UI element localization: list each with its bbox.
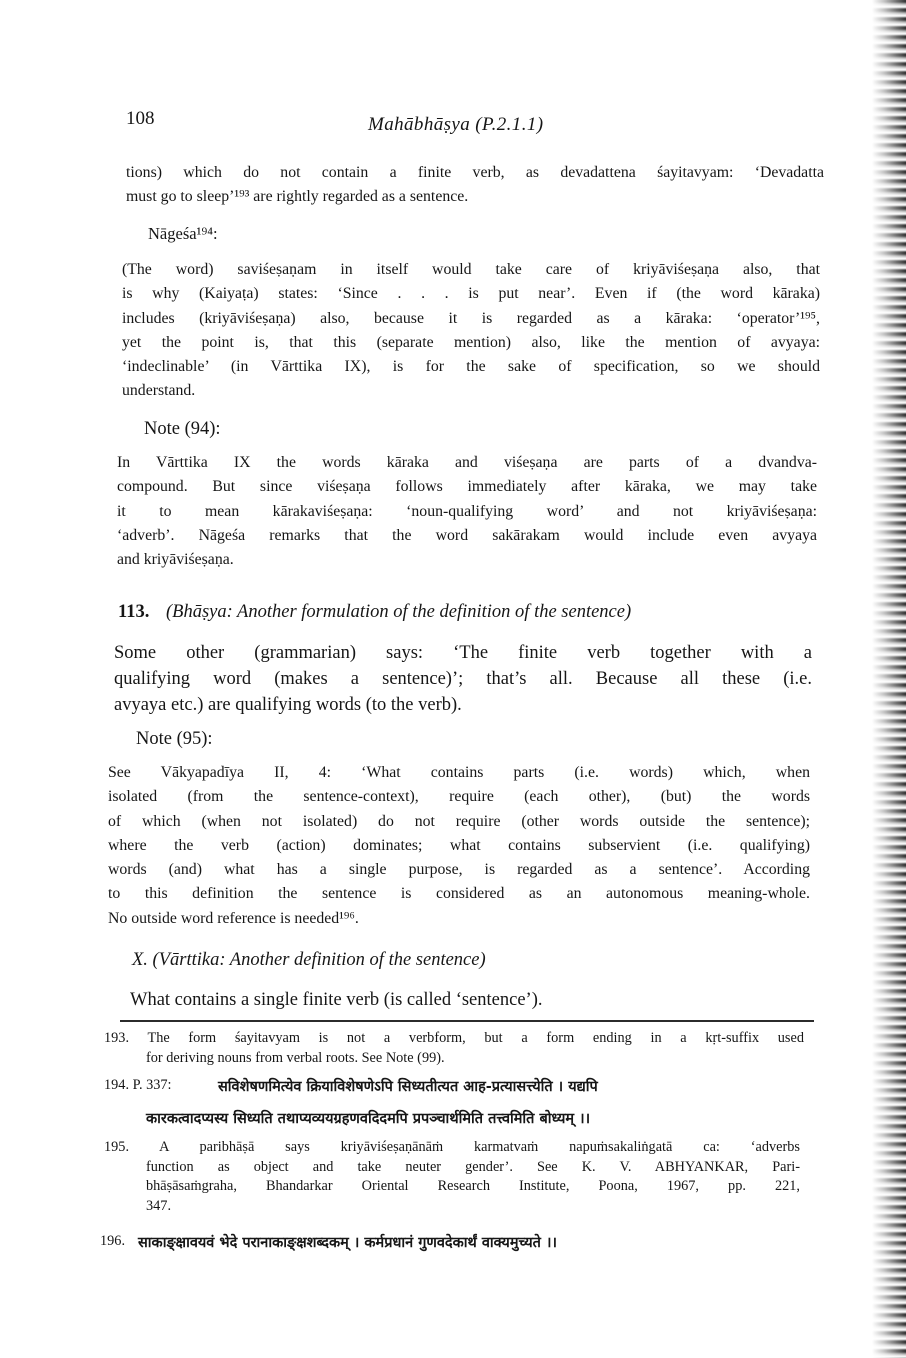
text-line: In Vārttika IX the words kāraka and viśeṣaṇa are parts of a dvandva- (117, 454, 817, 471)
text-line: See Vākyapadīya II, 4: ‘What contains parts (i.e. words) which, when (108, 764, 810, 781)
paragraph-intro (126, 161, 824, 210)
text-line: ‘adverb’. Nāgeśa remarks that the word sakārakam would include even avyaya (117, 526, 817, 544)
text-line: isolated (from the sentence-context), require (each other), (but) the words (108, 788, 810, 806)
footnote-196-label: 196. (100, 1233, 126, 1249)
text-line: includes (kriyāviśeṣaṇa) also, because it is regarded as a kāraka: ‘operator’¹⁹⁵, (122, 309, 820, 327)
text-line: compound. But since viśeṣaṇa follows immediately after kāraka, we may take (117, 478, 817, 496)
page-edge-scan-shadow (872, 0, 906, 1358)
text-line: bhāṣāsaṁgraha, Bhandarkar Oriental Research Institute, Poona, 1967, pp. 221, (146, 1178, 800, 1194)
text-line: No outside word reference is needed¹⁹⁶. (108, 909, 359, 927)
text-line: Some other (grammarian) says: ‘The finite verb together with a (114, 643, 812, 663)
section-title: (Bhāṣya: Another formulation of the definition of the sentence) (165, 602, 632, 622)
text-line: of which (when not isolated) do not require (other words outside the sentence); (108, 812, 810, 830)
text-line: yet the point is, that this (separate mention) also, like the mention of avyaya: (122, 333, 820, 351)
text-line: must go to sleep’¹⁹³ are rightly regarded as a sentence. (126, 188, 469, 206)
section-number: 113. (118, 602, 150, 622)
text-line: (The word) saviśeṣaṇam in itself would take care of kriyāviśeṣaṇa also, that (122, 261, 820, 278)
text-line: where the verb (action) dominates; what contains subservient (i.e. qualifying) (108, 836, 810, 854)
footnote-193 (104, 1029, 804, 1068)
text-line: ‘indeclinable’ (in Vārttika IX), is for the sake of specification, so we should (122, 358, 820, 376)
paragraph-note-94 (117, 451, 817, 572)
footnote-196-sanskrit: साकाङ्क्षावयवं भेदे परानाकाङ्क्षशब्दकम् । कर्मप्रधानं गुणवदेकार्थं वाक्यमुच्यते ।। (138, 1235, 557, 1251)
text-line: for deriving nouns from verbal roots. See Note (99). (146, 1049, 445, 1066)
text-line: tions) which do not contain a finite verb, as devadattena śayitavyam: ‘Devadatta (126, 164, 824, 181)
text-line: function as object and take neuter gender’. See K. V. ABHYANKAR, Pari- (146, 1158, 800, 1175)
nagesa-heading: Nāgeśa¹⁹⁴: (148, 224, 218, 243)
text-line: 347. (146, 1197, 172, 1214)
text-line: it to mean kārakaviśeṣaṇa: ‘noun-qualifying word’ and not kriyāviśeṣaṇa: (117, 502, 817, 520)
note-95-heading: Note (95): (136, 729, 213, 749)
text-line: understand. (122, 382, 196, 400)
text-line: words (and) what has a single purpose, is regarded as a sentence’. According (108, 861, 810, 879)
running-head: Mahābhāṣya (P.2.1.1) (368, 114, 544, 135)
footnote-194-sanskrit-line-2: कारकत्वादप्यस्य सिध्यति तथाप्यव्ययग्रहणवदिदमपि प्रपञ्चार्थमिति तत्त्वमिति बोध्यम् ।। (146, 1111, 591, 1127)
vartika-x-text: What contains a single finite verb (is called ‘sentence’). (130, 990, 543, 1010)
section-113-heading (118, 602, 631, 623)
footnote-rule (120, 1020, 814, 1022)
text-line: avyaya etc.) are qualifying words (to the verb). (114, 695, 462, 715)
text-line: 195. A paribhāṣā says kriyāviśeṣaṇānāṁ karmatvaṁ napuṁsakaliṅgatā ca: ‘adverbs (104, 1139, 800, 1155)
text-line: 193. The form śayitavyam is not a verbform, but a form ending in a kṛt-suffix used (104, 1030, 804, 1046)
note-94-heading: Note (94): (144, 419, 221, 439)
paragraph-bhasya-113 (114, 640, 812, 718)
paragraph-nagesa (122, 258, 820, 404)
text-line: is why (Kaiyaṭa) states: ‘Since . . . is put near’. Even if (the word kāraka) (122, 285, 820, 303)
vartika-x-heading: X. (Vārttika: Another definition of the sentence) (132, 950, 486, 970)
text-line: qualifying word (makes a sentence)’; that’s all. Because all these (i.e. (114, 669, 812, 689)
paragraph-note-95 (108, 761, 810, 931)
footnote-194-label: 194. P. 337: (104, 1077, 172, 1093)
footnote-195 (104, 1138, 800, 1216)
text-line: to this definition the sentence is considered as an autonomous meaning-whole. (108, 885, 810, 903)
text-line: and kriyāviśeṣaṇa. (117, 551, 234, 569)
footnote-194-sanskrit-line-1: सविशेषणमित्येव क्रियाविशेषणेऽपि सिध्यतीत्यत आह-प्रत्यासत्त्येति । यद्यपि (218, 1079, 598, 1095)
page-number: 108 (126, 108, 155, 129)
